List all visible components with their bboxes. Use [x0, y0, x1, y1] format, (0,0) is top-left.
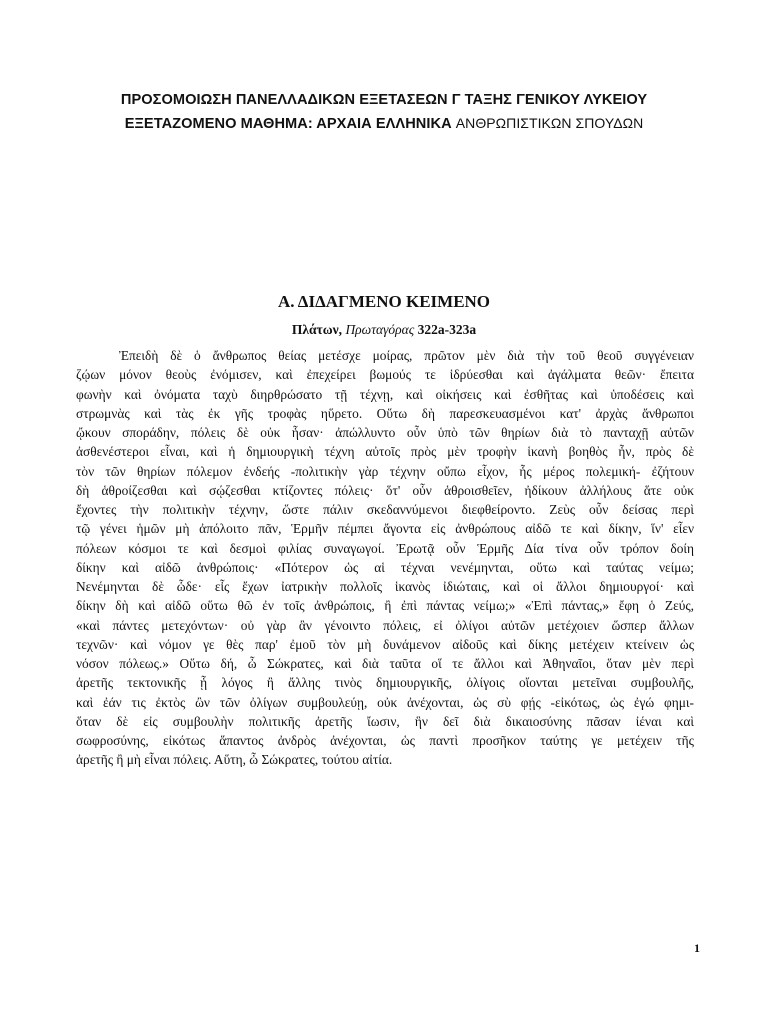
source-work: Πρωταγόρας — [345, 322, 415, 337]
passage-line: τεχνῶν· καὶ νόμον γε θὲς παρ' ἐμοῦ τὸν μὴ δυνάμενον αἰδοῦς καὶ δίκης μετέχειν κτείνειν ὡς — [76, 636, 694, 652]
exam-title: ΠΡΟΣΟΜΟΙΩΣΗ ΠΑΝΕΛΛΑΔΙΚΩΝ ΕΞΕΤΑΣΕΩΝ Γ ΤΑΞΗΣ ΓΕΝΙΚΟΥ ΛΥΚΕΙΟΥ — [120, 92, 648, 108]
passage-line: τῷ γένει ἡμῶν μὴ ἀπόλοιτο πᾶν, Ἑρμῆν πέμπει ἄγοντα εἰς ἀνθρώπους αἰδῶ τε καὶ δίκην, ἵν' εἶεν — [76, 521, 694, 537]
passage-line: δίκην καὶ αἰδῶ ἀνθρώποις· «Πότερον ὡς αἱ τέχναι νενέμηνται, οὕτω καὶ ταύτας νείμω; — [76, 559, 694, 575]
text-source — [40, 322, 728, 338]
passage-line: σωφροσύνης, εἰκότως ἅπαντος ἀνδρὸς ἀνέχονται, ὡς παντὶ προσῆκον ταύτης γε μετέχειν τῆς — [76, 733, 694, 748]
passage-line: ὅταν δὲ εἰς συμβουλὴν πολιτικῆς ἀρετῆς ἴωσιν, ἣν δεῖ διὰ δικαιοσύνης πᾶσαν ἰέναι καὶ — [76, 713, 694, 729]
source-author: Πλάτων, — [291, 322, 343, 337]
passage-line: ἀρετῆς τεκτονικῆς ᾖ λόγος ἢ ἄλλης τινὸς δημιουργικῆς, ὀλίγοις οἴονται μετεῖναι συμβουλῆς, — [76, 675, 694, 691]
page-number: 1 — [694, 941, 700, 955]
passage-line: δίκην δὴ καὶ αἰδῶ οὕτω θῶ ἐν τοῖς ἀνθρώποις, ἢ ἐπὶ πάντας νείμω;» «Ἐπὶ πάντας,» ἔφη ὁ Ζεύς, — [76, 598, 694, 614]
exam-subject-track: ΑΝΘΡΩΠΙΣΤΙΚΩΝ ΣΠΟΥΔΩΝ — [455, 115, 644, 131]
passage-line: ἀσθενέστεροι εἶναι, καὶ ἡ δημιουργικὴ τέχνη αὐτοῖς πρὸς μὲν τροφὴν ἱκανὴ βοηθὸς ἦν, πρὸς δὲ — [76, 444, 694, 460]
passage-line: καὶ ἐάν τις ἐκτὸς ὢν τῶν ὀλίγων συμβουλεύῃ, οὐκ ἀνέχονται, ὡς σὺ φῄς -εἰκότως, ὡς ἐγώ φημι- — [76, 694, 694, 710]
passage-line: Νενέμηνται δὲ ὧδε· εἷς ἔχων ἰατρικὴν πολλοῖς ἱκανὸς ἰδιώταις, καὶ οἱ ἄλλοι δημιουργοί· καὶ — [76, 579, 694, 594]
passage-line: φωνὴν καὶ ὀνόματα ταχὺ διηρθρώσατο τῇ τέχνῃ, καὶ οἰκήσεις καὶ ἐσθῆτας καὶ ὑποδέσεις καὶ — [76, 386, 694, 402]
passage-line: ἀρετῆς ἢ μὴ εἶναι πόλεις. Αὕτη, ὦ Σώκρατες, τούτου αἰτία. — [76, 752, 393, 768]
passage-line: ἔχοντες τὴν πολιτικὴν τέχνην, ὥστε πάλιν σκεδαννύμενοι διεφθείροντο. Ζεὺς οὖν δείσας περὶ — [76, 502, 694, 517]
passage-line: τὸν τῶν θηρίων πόλεμον ἐνδεής -πολιτικὴν γὰρ τέχνην οὔπω εἶχον, ἧς μέρος πολεμική- ἐζήτουν — [76, 463, 694, 479]
passage-line: ᾤκουν σποράδην, πόλεις δὲ οὐκ ἦσαν· ἀπώλλυντο οὖν ὑπὸ τῶν θηρίων διὰ τὸ πανταχῇ αὐτῶν — [76, 425, 694, 440]
exam-subject — [40, 115, 728, 132]
passage-line: στρωμνὰς καὶ τὰς ἐκ γῆς τροφὰς ηὕρετο. Οὕτω δὴ παρεσκευασμένοι κατ' ἀρχὰς ἄνθρωποι — [76, 405, 694, 421]
exam-subject-main: ΕΞΕΤΑΖΟΜΕΝΟ ΜΑΘΗΜΑ: ΑΡΧΑΙΑ ΕΛΛΗΝΙΚΑ — [124, 116, 452, 132]
passage-line: Ἐπειδὴ δὲ ὁ ἄνθρωπος θείας μετέσχε μοίρας, πρῶτον μὲν διὰ τὴν τοῦ θεοῦ συγγένειαν — [119, 348, 694, 363]
source-reference: 322a-323a — [417, 322, 477, 337]
passage-line: ζῴων μόνον θεοὺς ἐνόμισεν, καὶ ἐπεχείρει βωμούς τε ἱδρύεσθαι καὶ ἀγάλματα θεῶν· ἔπειτα — [76, 367, 694, 383]
passage-line: πόλεων κόσμοι τε καὶ δεσμοὶ φιλίας συναγωγοί. Ἐρωτᾷ οὖν Ἑρμῆς Δία τίνα οὖν τρόπον δοίη — [76, 540, 694, 556]
passage-line: νόσον πόλεως.» Οὕτω δή, ὦ Σώκρατες, καὶ διὰ ταῦτα οἵ τε ἄλλοι καὶ Ἀθηναῖοι, ὅταν μὲν περὶ — [76, 656, 694, 671]
passage-line: δὴ ἁθροίζεσθαι καὶ σῴζεσθαι κτίζοντες πόλεις· ὅτ' οὖν ἁθροισθεῖεν, ἠδίκουν ἀλλήλους ἅτε οὐκ — [76, 482, 694, 498]
passage-line: «καὶ πάντες μετεχόντων· οὐ γὰρ ἂν γένοιντο πόλεις, εἰ ὀλίγοι αὐτῶν μετέχοιεν ὥσπερ ἄλλων — [76, 617, 694, 633]
section-heading: Α. ΔΙΔΑΓΜΕΝΟ ΚΕΙΜΕΝΟ — [277, 292, 491, 311]
ancient-greek-passage — [76, 346, 694, 770]
